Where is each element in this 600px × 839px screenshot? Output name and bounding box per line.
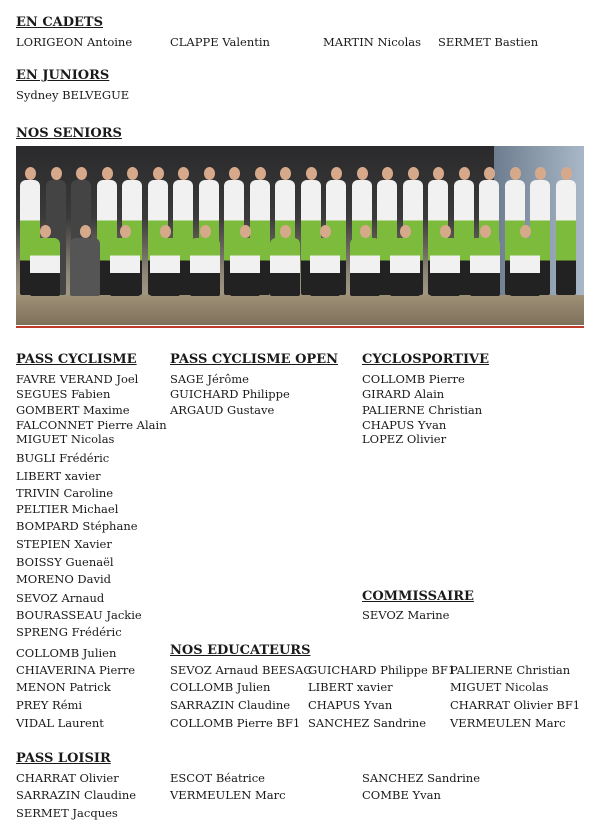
rider-head <box>400 225 411 238</box>
member-name: STEPIEN Xavier <box>16 537 112 551</box>
rider-head <box>204 167 215 180</box>
member-name: SANCHEZ Sandrine <box>362 771 481 785</box>
educateur-name: SARRAZIN Claudine <box>170 698 291 712</box>
rider-figure <box>270 238 300 296</box>
member-name: CHIAVERINA Pierre <box>16 663 136 677</box>
member-name: PELTIER Michael <box>16 502 119 516</box>
member-name: VIDAL Laurent <box>16 716 104 730</box>
rider-figure <box>556 180 576 295</box>
rider-head <box>484 167 495 180</box>
educateur-name: SEVOZ Arnaud BEESAC <box>170 663 313 677</box>
educateur-name: VERMEULEN Marc <box>450 716 566 730</box>
rider-head <box>255 167 266 180</box>
rider-head <box>102 167 113 180</box>
educateur-name: GUICHARD Philippe BF1 <box>308 663 456 677</box>
junior-name: Sydney BELVEGUE <box>16 88 130 102</box>
member-name: COLLOMB Pierre <box>362 372 465 386</box>
rider-head <box>25 167 36 180</box>
pass-cyclisme-open-heading: PASS CYCLISME OPEN <box>170 352 339 367</box>
rider-head <box>240 225 251 238</box>
commissaire-heading: COMMISSAIRE <box>362 589 474 604</box>
rider-figure <box>190 238 220 296</box>
rider-head <box>320 225 331 238</box>
rider-head <box>561 167 572 180</box>
member-name: BOMPARD Stéphane <box>16 519 138 533</box>
educateur-name: COLLOMB Julien <box>170 680 271 694</box>
member-name: ESCOT Béatrice <box>170 771 265 785</box>
member-name: PREY Rémi <box>16 698 83 712</box>
member-name: FALCONNET Pierre Alain <box>16 418 167 432</box>
rider-head <box>280 167 291 180</box>
member-name: LOPEZ Olivier <box>362 432 447 446</box>
rider-figure <box>430 238 460 296</box>
rider-head <box>331 167 342 180</box>
educateurs-heading: NOS EDUCATEURS <box>170 643 311 658</box>
rider-figure <box>470 238 500 296</box>
team-photo <box>16 146 584 325</box>
member-name: FAVRE VERAND Joel <box>16 372 139 386</box>
rider-head <box>306 167 317 180</box>
member-name: SEVOZ Marine <box>362 608 450 622</box>
member-name: SEVOZ Arnaud <box>16 591 105 605</box>
member-name: GUICHARD Philippe <box>170 387 290 401</box>
member-name: MENON Patrick <box>16 680 111 694</box>
member-name: SEGUES Fabien <box>16 387 111 401</box>
rider-head <box>200 225 211 238</box>
rider-head <box>229 167 240 180</box>
member-name: SARRAZIN Claudine <box>16 788 137 802</box>
cyclosportive-heading: CYCLOSPORTIVE <box>362 352 490 367</box>
divider-line <box>16 326 584 328</box>
stage-floor <box>16 295 584 325</box>
rider-head <box>357 167 368 180</box>
member-name: SAGE Jérôme <box>170 372 249 386</box>
cadet-name: LORIGEON Antoine <box>16 35 133 49</box>
rider-figure <box>310 238 340 296</box>
cadets-heading: EN CADETS <box>16 15 103 30</box>
member-name: CHARRAT Olivier <box>16 771 119 785</box>
member-name: MIGUET Nicolas <box>16 432 115 446</box>
educateur-name: SANCHEZ Sandrine <box>308 716 427 730</box>
member-name: LIBERT xavier <box>16 469 101 483</box>
rider-head <box>153 167 164 180</box>
rider-head <box>480 225 491 238</box>
rider-head <box>360 225 371 238</box>
rider-head <box>76 167 87 180</box>
member-name: TRIVIN Caroline <box>16 486 114 500</box>
cadet-name: SERMET Bastien <box>438 35 539 49</box>
member-name: BUGLI Frédéric <box>16 451 110 465</box>
member-name: BOISSY Guenaël <box>16 555 114 569</box>
rider-figure <box>350 238 380 296</box>
member-name: SERMET Jacques <box>16 806 118 820</box>
rider-head <box>280 225 291 238</box>
member-name: COLLOMB Julien <box>16 646 117 660</box>
member-name: PALIERNE Christian <box>362 403 483 417</box>
member-name: SPRENG Frédéric <box>16 625 122 639</box>
rider-figure <box>390 238 420 296</box>
cadet-name: MARTIN Nicolas <box>323 35 422 49</box>
rider-head <box>382 167 393 180</box>
rider-figure <box>110 238 140 296</box>
member-name: CHAPUS Yvan <box>362 418 447 432</box>
rider-figure <box>510 238 540 296</box>
rider-figure <box>70 238 100 296</box>
rider-head <box>80 225 91 238</box>
rider-figure <box>30 238 60 296</box>
member-name: ARGAUD Gustave <box>170 403 275 417</box>
rider-head <box>127 167 138 180</box>
rider-head <box>51 167 62 180</box>
educateur-name: CHARRAT Olivier BF1 <box>450 698 581 712</box>
rider-head <box>510 167 521 180</box>
member-name: GIRARD Alain <box>362 387 445 401</box>
member-name: COMBE Yvan <box>362 788 441 802</box>
educateur-name: COLLOMB Pierre BF1 <box>170 716 301 730</box>
rider-head <box>120 225 131 238</box>
educateur-name: MIGUET Nicolas <box>450 680 549 694</box>
pass-cyclisme-heading: PASS CYCLISME <box>16 352 137 367</box>
member-name: MORENO David <box>16 572 112 586</box>
rider-head <box>459 167 470 180</box>
member-name: BOURASSEAU Jackie <box>16 608 142 622</box>
rider-head <box>440 225 451 238</box>
cadet-name: CLAPPE Valentin <box>170 35 270 49</box>
rider-head <box>40 225 51 238</box>
rider-figure <box>230 238 260 296</box>
rider-head <box>535 167 546 180</box>
educateur-name: PALIERNE Christian <box>450 663 571 677</box>
seniors-heading: NOS SENIORS <box>16 126 122 141</box>
juniors-heading: EN JUNIORS <box>16 68 110 83</box>
pass-loisir-heading: PASS LOISIR <box>16 751 111 766</box>
member-name: VERMEULEN Marc <box>170 788 286 802</box>
rider-head <box>160 225 171 238</box>
rider-figure <box>150 238 180 296</box>
rider-head <box>178 167 189 180</box>
member-name: GOMBERT Maxime <box>16 403 130 417</box>
educateur-name: CHAPUS Yvan <box>308 698 393 712</box>
educateur-name: LIBERT xavier <box>308 680 393 694</box>
rider-head <box>408 167 419 180</box>
rider-head <box>433 167 444 180</box>
rider-head <box>520 225 531 238</box>
